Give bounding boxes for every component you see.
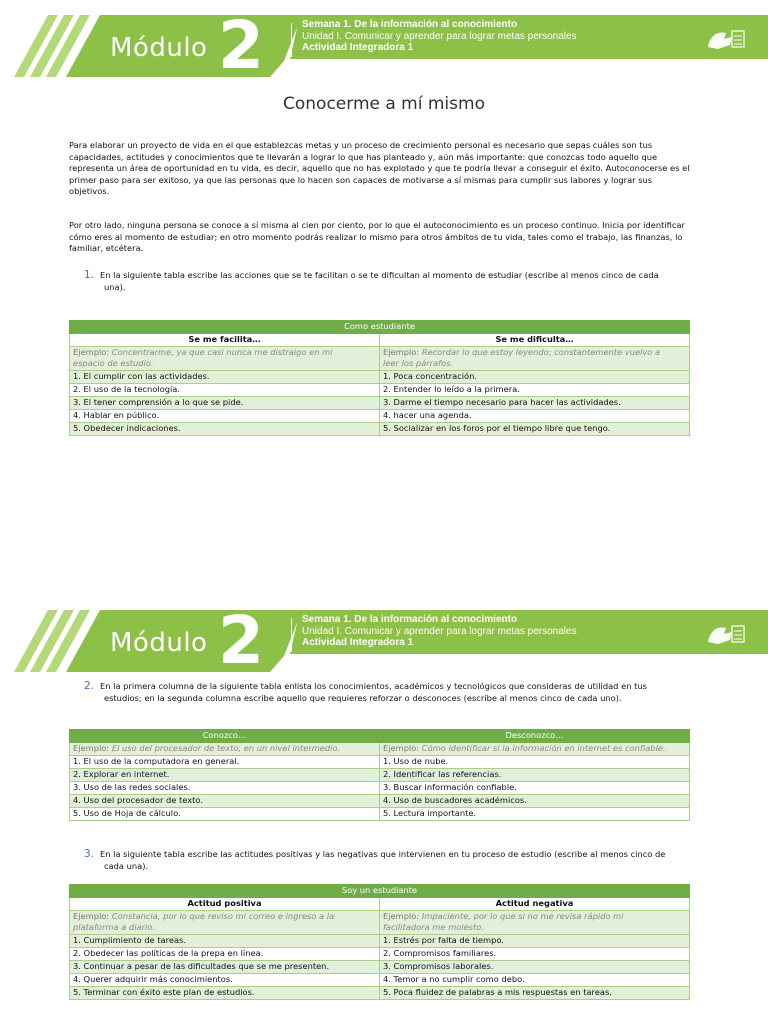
table-cell: 1. Estrés por falta de tiempo.: [380, 934, 690, 947]
attitude-table: [69, 884, 690, 1000]
activity-title: Actividad Integradora 1: [302, 637, 414, 648]
column-header: Se me dificulta…: [380, 334, 690, 347]
table-row: [70, 409, 690, 422]
question-number: 1.: [84, 269, 95, 281]
question-text: En la primera columna de la siguiente tabla enlista los conocimientos, académicos y tecnológicos que consideras de utilidad en tus: [100, 681, 647, 691]
column-header: Actitud positiva: [70, 898, 380, 911]
table-caption: Soy un estudiante: [70, 885, 690, 898]
table-cell: 3. El tener comprensión a lo que se pide.: [70, 396, 380, 409]
table-cell: 4. Querer adquirir más conocimientos.: [70, 973, 380, 986]
table-cell: 2. Entender lo leído a la primera.: [380, 383, 690, 396]
table-cell: 3. Darme el tiempo necesario para hacer las actividades.: [380, 396, 690, 409]
table-cell: 5. Poca fluidez de palabras a mis respuestas en tareas.: [380, 986, 690, 999]
question-text: En la siguiente tabla escribe las acciones que se te facilitan o se te dificultan al momento de estudiar (escribe al menos cinco de cada: [100, 270, 659, 280]
table-cell: 5. Uso de Hoja de cálculo.: [70, 808, 380, 821]
student-table: [69, 320, 690, 436]
table-cell: 1. Uso de nube.: [380, 756, 690, 769]
column-header: Actitud negativa: [380, 898, 690, 911]
question-text-cont: estudios; en la segunda columna escribe aquello que requieres reforzar o desconoces (escribe al menos cinco de cada uno).: [104, 693, 622, 703]
question-3: [69, 848, 691, 872]
table-row: [70, 383, 690, 396]
table-cell: 4. Uso de buscadores académicos.: [380, 795, 690, 808]
example-cell: Ejemplo: El uso del procesador de texto, en un nivel intermedio.: [70, 743, 380, 756]
sep-logo-icon: [704, 622, 746, 648]
table-cell: 1. El uso de la computadora en general.: [70, 756, 380, 769]
example-cell: Ejemplo: Recordar lo que estoy leyendo; constantemente vuelvo a leer los párrafos.: [380, 347, 690, 371]
question-number: 2.: [84, 680, 95, 692]
module-number: 2: [218, 7, 264, 84]
header-banner: [0, 602, 768, 679]
unit-title: Unidad I. Comunicar y aprender para lograr metas personales: [302, 625, 577, 637]
table-row: [70, 422, 690, 435]
table-row: [70, 370, 690, 383]
document-title: Conocerme a mí mismo: [283, 94, 485, 114]
table-cell: 1. Poca concentración.: [380, 370, 690, 383]
sep-logo-icon: [704, 27, 746, 53]
table-row: [70, 756, 690, 769]
table-row: [70, 973, 690, 986]
table-cell: 4. Uso del procesador de texto.: [70, 795, 380, 808]
banner-text: [302, 19, 577, 54]
question-1: [69, 269, 691, 293]
table-cell: 3. Compromisos laborales.: [380, 960, 690, 973]
header-banner: [0, 7, 768, 84]
table-cell: 4. Hablar en público.: [70, 409, 380, 422]
activity-title: Actividad Integradora 1: [302, 42, 414, 53]
table-cell: 2. Compromisos familiares.: [380, 947, 690, 960]
table-cell: 4. Temor a no cumplir como debo.: [380, 973, 690, 986]
banner-divider: [291, 23, 292, 57]
table-row: [70, 960, 690, 973]
table-row: [70, 808, 690, 821]
table-cell: 5. Socializar en los foros por el tiempo libre que tengo.: [380, 422, 690, 435]
example-cell: Ejemplo: Constancia, por lo que reviso mi correo e ingreso a la plataforma a diario.: [70, 911, 380, 935]
module-number: 2: [218, 602, 264, 679]
table-cell: 3. Continuar a pesar de las dificultades que se me presenten.: [70, 960, 380, 973]
table-cell: 3. Uso de las redes sociales.: [70, 782, 380, 795]
table-row: [70, 986, 690, 999]
table-cell: 2. Obedecer las políticas de la prepa en línea.: [70, 947, 380, 960]
question-number: 3.: [84, 848, 95, 860]
question-text-cont: una).: [104, 282, 126, 292]
table-cell: 3. Buscar información confiable.: [380, 782, 690, 795]
table-cell: 5. Obedecer indicaciones.: [70, 422, 380, 435]
table-cell: 2. El uso de la tecnología.: [70, 383, 380, 396]
table-cell: 1. El cumplir con las actividades.: [70, 370, 380, 383]
week-title: Semana 1. De la información al conocimiento: [302, 614, 518, 625]
column-header: Desconozco…: [380, 730, 690, 743]
table-row: [70, 934, 690, 947]
module-word: Módulo: [110, 33, 208, 63]
knowledge-table: [69, 729, 690, 821]
table-cell: 4. hacer una agenda.: [380, 409, 690, 422]
table-cell: 1. Cumplimiento de tareas.: [70, 934, 380, 947]
week-title: Semana 1. De la información al conocimiento: [302, 19, 518, 30]
table-row: [70, 396, 690, 409]
table-row: [70, 947, 690, 960]
example-cell: Ejemplo: Cómo identificar si la información en internet es confiable.: [380, 743, 690, 756]
question-text-cont: cada una).: [104, 861, 149, 871]
table-cell: 5. Lectura importante.: [380, 808, 690, 821]
banner-divider: [291, 618, 292, 652]
question-text: En la siguiente tabla escribe las actitudes positivas y las negativas que intervienen en tu proceso de estudio (escribe al menos cinco de: [100, 849, 666, 859]
banner-text: [302, 614, 577, 649]
intro-paragraph-2: Por otro lado, ninguna persona se conoce a sí misma al cien por ciento, por lo que el autoconocimiento es un proceso continuo. Inicia por identificar cómo eres al momento de estudiar; en otro momento podrás realizar lo mismo para otros ámbitos de tu vida, tales como el trabajo, las finanzas, lo familiar, etcétera.: [69, 220, 685, 254]
unit-title: Unidad I. Comunicar y aprender para lograr metas personales: [302, 30, 577, 42]
table-cell: 5. Terminar con éxito este plan de estudios.: [70, 986, 380, 999]
module-word: Módulo: [110, 628, 208, 658]
table-row: [70, 795, 690, 808]
table-cell: 2. Identificar las referencias.: [380, 769, 690, 782]
example-cell: Ejemplo: Impaciente, por lo que si no me revisa rápido mi facilitadora me molesto.: [380, 911, 690, 935]
table-row: [70, 769, 690, 782]
table-caption: Como estudiante: [70, 321, 690, 334]
table-row: [70, 782, 690, 795]
intro-paragraph-1: Para elaborar un proyecto de vida en el que establezcas metas y un proceso de crecimiento personal es necesario que sepas cuáles son tus capacidades, actitudes y conocimientos que te llevarán a lograr lo que has planteado y, aún más importante: que conozcas todo aquello que representa un área de oportunidad en tu vida, es decir, aquello que no has explotado y que te podría llevar a conseguir el éxito. Autoconocerse es el primer paso para ser exitoso, ya que las personas que lo hacen son capaces de motivarse a sí mismas para cumplir sus labores y lograr sus objetivos.: [69, 140, 690, 197]
table-cell: 2. Explorar en internet.: [70, 769, 380, 782]
column-header: Se me facilita…: [70, 334, 380, 347]
column-header: Conozco…: [70, 730, 380, 743]
example-cell: Ejemplo: Concentrarme, ya que casi nunca me distraigo en mi espacio de estudio.: [70, 347, 380, 371]
question-2: [69, 680, 691, 704]
